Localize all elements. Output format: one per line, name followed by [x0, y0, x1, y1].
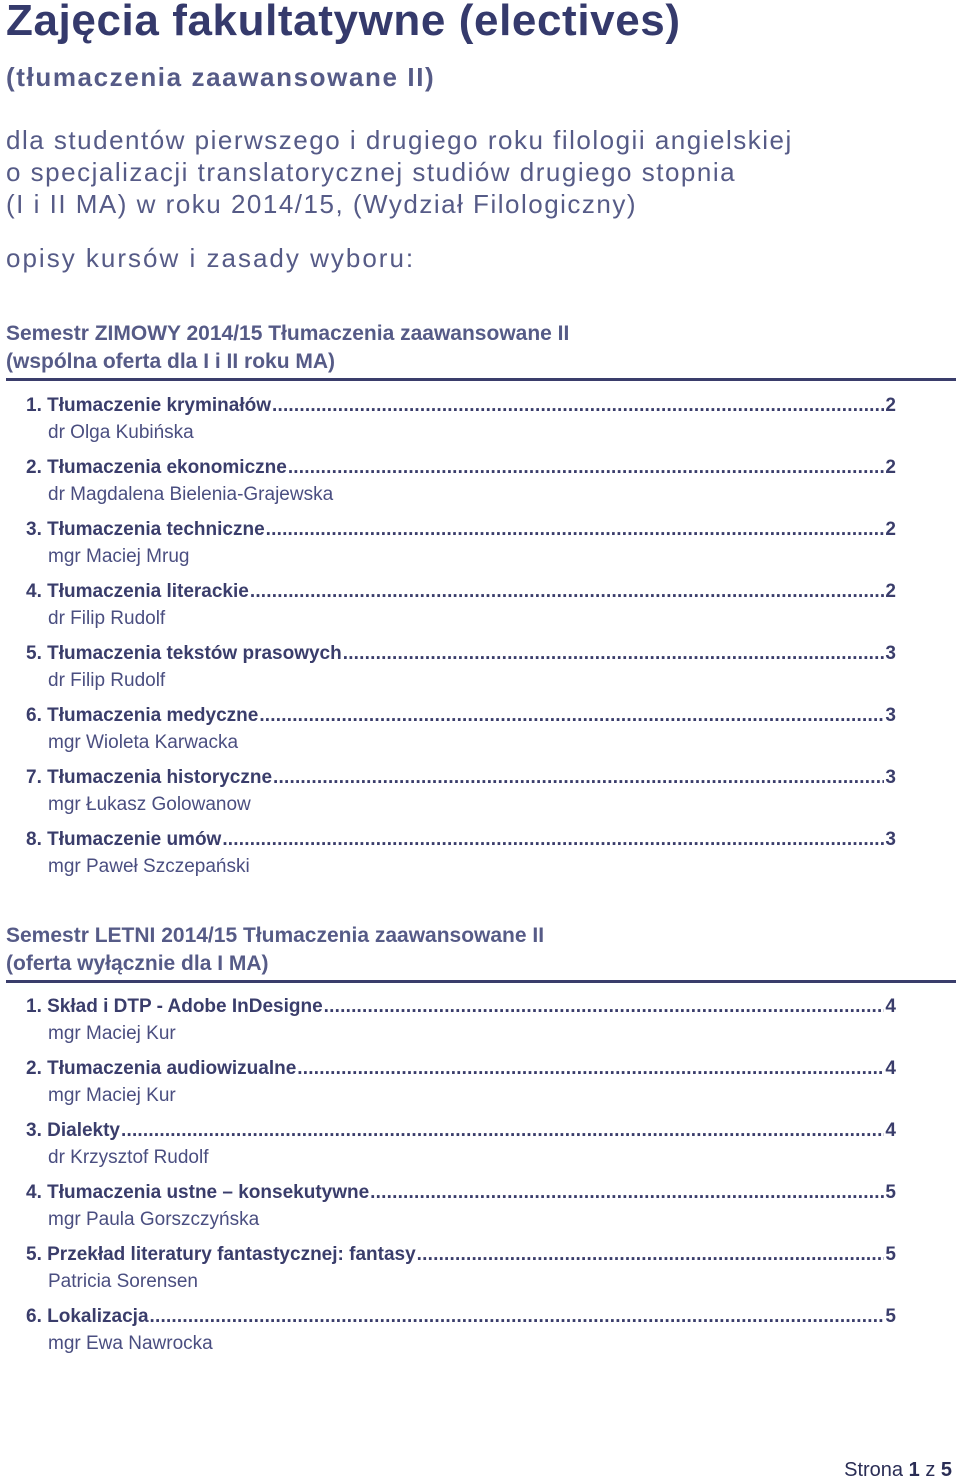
toc-entry-page[interactable]: 3 [885, 705, 896, 726]
section-divider [6, 980, 956, 983]
dot-leader [273, 766, 884, 790]
dot-leader [370, 1181, 884, 1205]
current-page-number: 1 [908, 1459, 920, 1481]
toc-entry-teacher: dr Filip Rudolf [48, 670, 166, 691]
dot-leader [272, 394, 884, 418]
toc-entry-teacher: mgr Maciej Mrug [48, 546, 190, 567]
toc-entry-page[interactable]: 4 [885, 1058, 896, 1079]
toc-entry[interactable] [0, 394, 960, 456]
intro-line: o specjalizacji translatorycznej studiów drugiego stopnia [6, 157, 737, 187]
section-heading-line: (oferta wyłącznie dla I MA) [6, 952, 269, 975]
total-page-number: 5 [940, 1459, 952, 1481]
toc-entry-title[interactable]: 2. Tłumaczenia audiowizualne [26, 1058, 297, 1079]
dot-leader [343, 642, 885, 666]
description-heading: opisy kursów i zasady wyboru: [6, 243, 416, 273]
toc-entry-page[interactable]: 5 [885, 1182, 896, 1203]
toc-entry-title[interactable]: 5. Tłumaczenia tekstów prasowych [26, 643, 342, 664]
toc-entry-page[interactable]: 4 [885, 1120, 896, 1141]
toc-entry-teacher: dr Krzysztof Rudolf [48, 1147, 209, 1168]
dot-leader [324, 995, 885, 1019]
toc-entry-page[interactable]: 2 [885, 581, 896, 602]
toc-entry-title[interactable]: 1. Tłumaczenie kryminałów [26, 395, 271, 416]
toc-entry-title[interactable]: 8. Tłumaczenie umów [26, 829, 222, 850]
toc-entry-teacher: dr Filip Rudolf [48, 608, 166, 629]
toc-entry-teacher: mgr Wioleta Karwacka [48, 732, 239, 753]
section-heading-line: Semestr LETNI 2014/15 Tłumaczenia zaawansowane II [6, 924, 545, 947]
toc-entry[interactable] [0, 995, 960, 1057]
toc-entry-teacher: mgr Łukasz Golowanow [48, 794, 251, 815]
footer-separator: z [925, 1459, 936, 1481]
toc-entry-title[interactable]: 7. Tłumaczenia historyczne [26, 767, 273, 788]
dot-leader [250, 580, 885, 604]
toc-entry-page[interactable]: 3 [885, 643, 896, 664]
toc-entry-title[interactable]: 2. Tłumaczenia ekonomiczne [26, 457, 287, 478]
toc-entry-teacher: mgr Paula Gorszczyńska [48, 1209, 260, 1230]
dot-leader [288, 456, 885, 480]
dot-leader [266, 518, 885, 542]
toc-entry-title[interactable]: 6. Tłumaczenia medyczne [26, 705, 259, 726]
toc-entry-page[interactable]: 4 [885, 996, 896, 1017]
toc-entry[interactable] [0, 704, 960, 766]
section-heading-line: Semestr ZIMOWY 2014/15 Tłumaczenia zaawansowane II [6, 322, 570, 345]
toc-entry[interactable] [0, 456, 960, 518]
toc-entry-teacher: dr Magdalena Bielenia-Grajewska [48, 484, 334, 505]
toc-entry-title[interactable]: 6. Lokalizacja [26, 1306, 149, 1327]
toc-entry[interactable] [0, 1057, 960, 1119]
toc-entry-title[interactable]: 4. Tłumaczenia literackie [26, 581, 249, 602]
toc-entry-page[interactable]: 5 [885, 1306, 896, 1327]
section-heading-summer [6, 922, 544, 978]
toc-entry-teacher: dr Olga Kubińska [48, 422, 194, 443]
intro-line: dla studentów pierwszego i drugiego roku filologii angielskiej [6, 125, 793, 155]
section-heading-winter [6, 320, 569, 376]
toc-entry-page[interactable]: 2 [885, 519, 896, 540]
toc-entry-teacher: mgr Ewa Nawrocka [48, 1333, 213, 1354]
toc-entry[interactable] [0, 1119, 960, 1181]
document-subtitle: (tłumaczenia zaawansowane II) [6, 62, 436, 92]
toc-entry-title[interactable]: 3. Dialekty [26, 1120, 120, 1141]
dot-leader [222, 828, 884, 852]
dot-leader [259, 704, 884, 728]
toc-summer [0, 995, 960, 1367]
dot-leader [417, 1243, 885, 1267]
toc-entry-page[interactable]: 3 [885, 829, 896, 850]
toc-entry-page[interactable]: 5 [885, 1244, 896, 1265]
intro-line: (I i II MA) w roku 2014/15, (Wydział Filologiczny) [6, 189, 638, 219]
section-heading-line: (wspólna oferta dla I i II roku MA) [6, 350, 336, 373]
toc-entry-page[interactable]: 2 [885, 395, 896, 416]
dot-leader [150, 1305, 885, 1329]
toc-entry[interactable] [0, 828, 960, 890]
document-title: Zajęcia fakultatywne (electives) [6, 0, 681, 45]
toc-entry-title[interactable]: 5. Przekład literatury fantastycznej: fantasy [26, 1244, 416, 1265]
toc-entry-title[interactable]: 4. Tłumaczenia ustne – konsekutywne [26, 1182, 370, 1203]
dot-leader [297, 1057, 884, 1081]
toc-entry-teacher: mgr Maciej Kur [48, 1085, 176, 1106]
toc-entry[interactable] [0, 580, 960, 642]
toc-entry-page[interactable]: 2 [885, 457, 896, 478]
toc-entry-page[interactable]: 3 [885, 767, 896, 788]
toc-entry[interactable] [0, 766, 960, 828]
intro-text [6, 124, 793, 220]
toc-entry[interactable] [0, 1243, 960, 1305]
toc-entry[interactable] [0, 1181, 960, 1243]
section-divider [6, 378, 956, 381]
toc-winter [0, 394, 960, 890]
toc-entry-title[interactable]: 3. Tłumaczenia techniczne [26, 519, 265, 540]
footer-prefix: Strona [844, 1459, 904, 1481]
toc-entry-title[interactable]: 1. Skład i DTP - Adobe InDesigne [26, 996, 323, 1017]
toc-entry-teacher: mgr Paweł Szczepański [48, 856, 250, 877]
toc-entry[interactable] [0, 642, 960, 704]
toc-entry-teacher: Patricia Sorensen [48, 1271, 198, 1292]
page-footer [844, 1459, 952, 1482]
toc-entry[interactable] [0, 1305, 960, 1367]
dot-leader [121, 1119, 884, 1143]
toc-entry-teacher: mgr Maciej Kur [48, 1023, 176, 1044]
toc-entry[interactable] [0, 518, 960, 580]
